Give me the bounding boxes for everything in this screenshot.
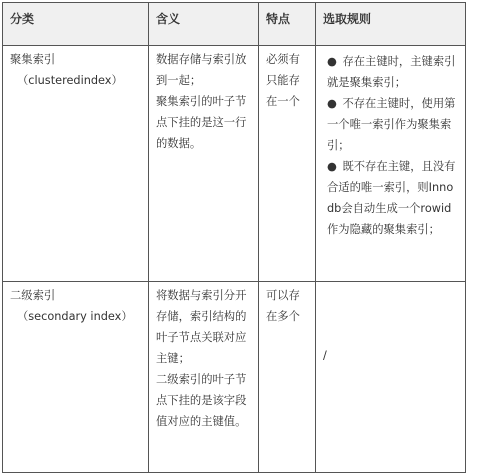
rule-text: 不存在主键时，使用第一个唯一索引作为聚集索引； bbox=[327, 97, 456, 152]
feature-text: 可以存在多个 bbox=[266, 289, 300, 323]
meaning-line: 将数据与索引分开存储，索引结构的叶子节点关联对应主键； bbox=[156, 289, 247, 365]
cell-selection-rule bbox=[316, 46, 466, 282]
feature-text: 必须有只能存在一个 bbox=[266, 53, 300, 108]
rule-text: 既不存在主键，且没有合适的唯一索引，则Innodb会自动生成一个rowid作为隐藏的聚集索引； bbox=[327, 160, 456, 236]
meaning-line: 聚集索引的叶子节点下挂的是这一行的数据。 bbox=[156, 95, 247, 150]
category-name: 聚集索引 bbox=[10, 53, 56, 66]
rule-text: 存在主键时，主键索引就是聚集索引； bbox=[327, 55, 456, 89]
header-meaning: 含义 bbox=[149, 3, 259, 46]
table-header-row bbox=[3, 3, 466, 46]
bullet-icon: ● bbox=[327, 160, 337, 173]
meaning-line: 数据存储与索引放到一起； bbox=[156, 53, 247, 87]
category-english-name: （secondary index） bbox=[17, 310, 133, 323]
cell-category bbox=[3, 282, 149, 473]
cell-meaning bbox=[149, 282, 259, 473]
bullet-icon: ● bbox=[327, 55, 337, 68]
category-english-name: （clusteredindex） bbox=[17, 74, 123, 87]
rule-text: / bbox=[323, 349, 327, 362]
cell-feature bbox=[259, 282, 316, 473]
header-selection-rule: 选取规则 bbox=[316, 3, 466, 46]
rule-item bbox=[323, 156, 458, 240]
rule-item bbox=[323, 93, 458, 156]
table-row-secondary-index bbox=[3, 282, 466, 473]
cell-selection-rule bbox=[316, 282, 466, 473]
cell-meaning bbox=[149, 46, 259, 282]
index-comparison-table bbox=[2, 2, 466, 473]
meaning-line: 二级索引的叶子节点下挂的是该字段值对应的主键值。 bbox=[156, 373, 247, 428]
cell-feature bbox=[259, 46, 316, 282]
table-row-clustered-index bbox=[3, 46, 466, 282]
rule-item bbox=[323, 51, 458, 93]
cell-category bbox=[3, 46, 149, 282]
header-feature: 特点 bbox=[259, 3, 316, 46]
header-category: 分类 bbox=[3, 3, 149, 46]
category-name: 二级索引 bbox=[10, 289, 56, 302]
bullet-icon: ● bbox=[327, 97, 337, 110]
